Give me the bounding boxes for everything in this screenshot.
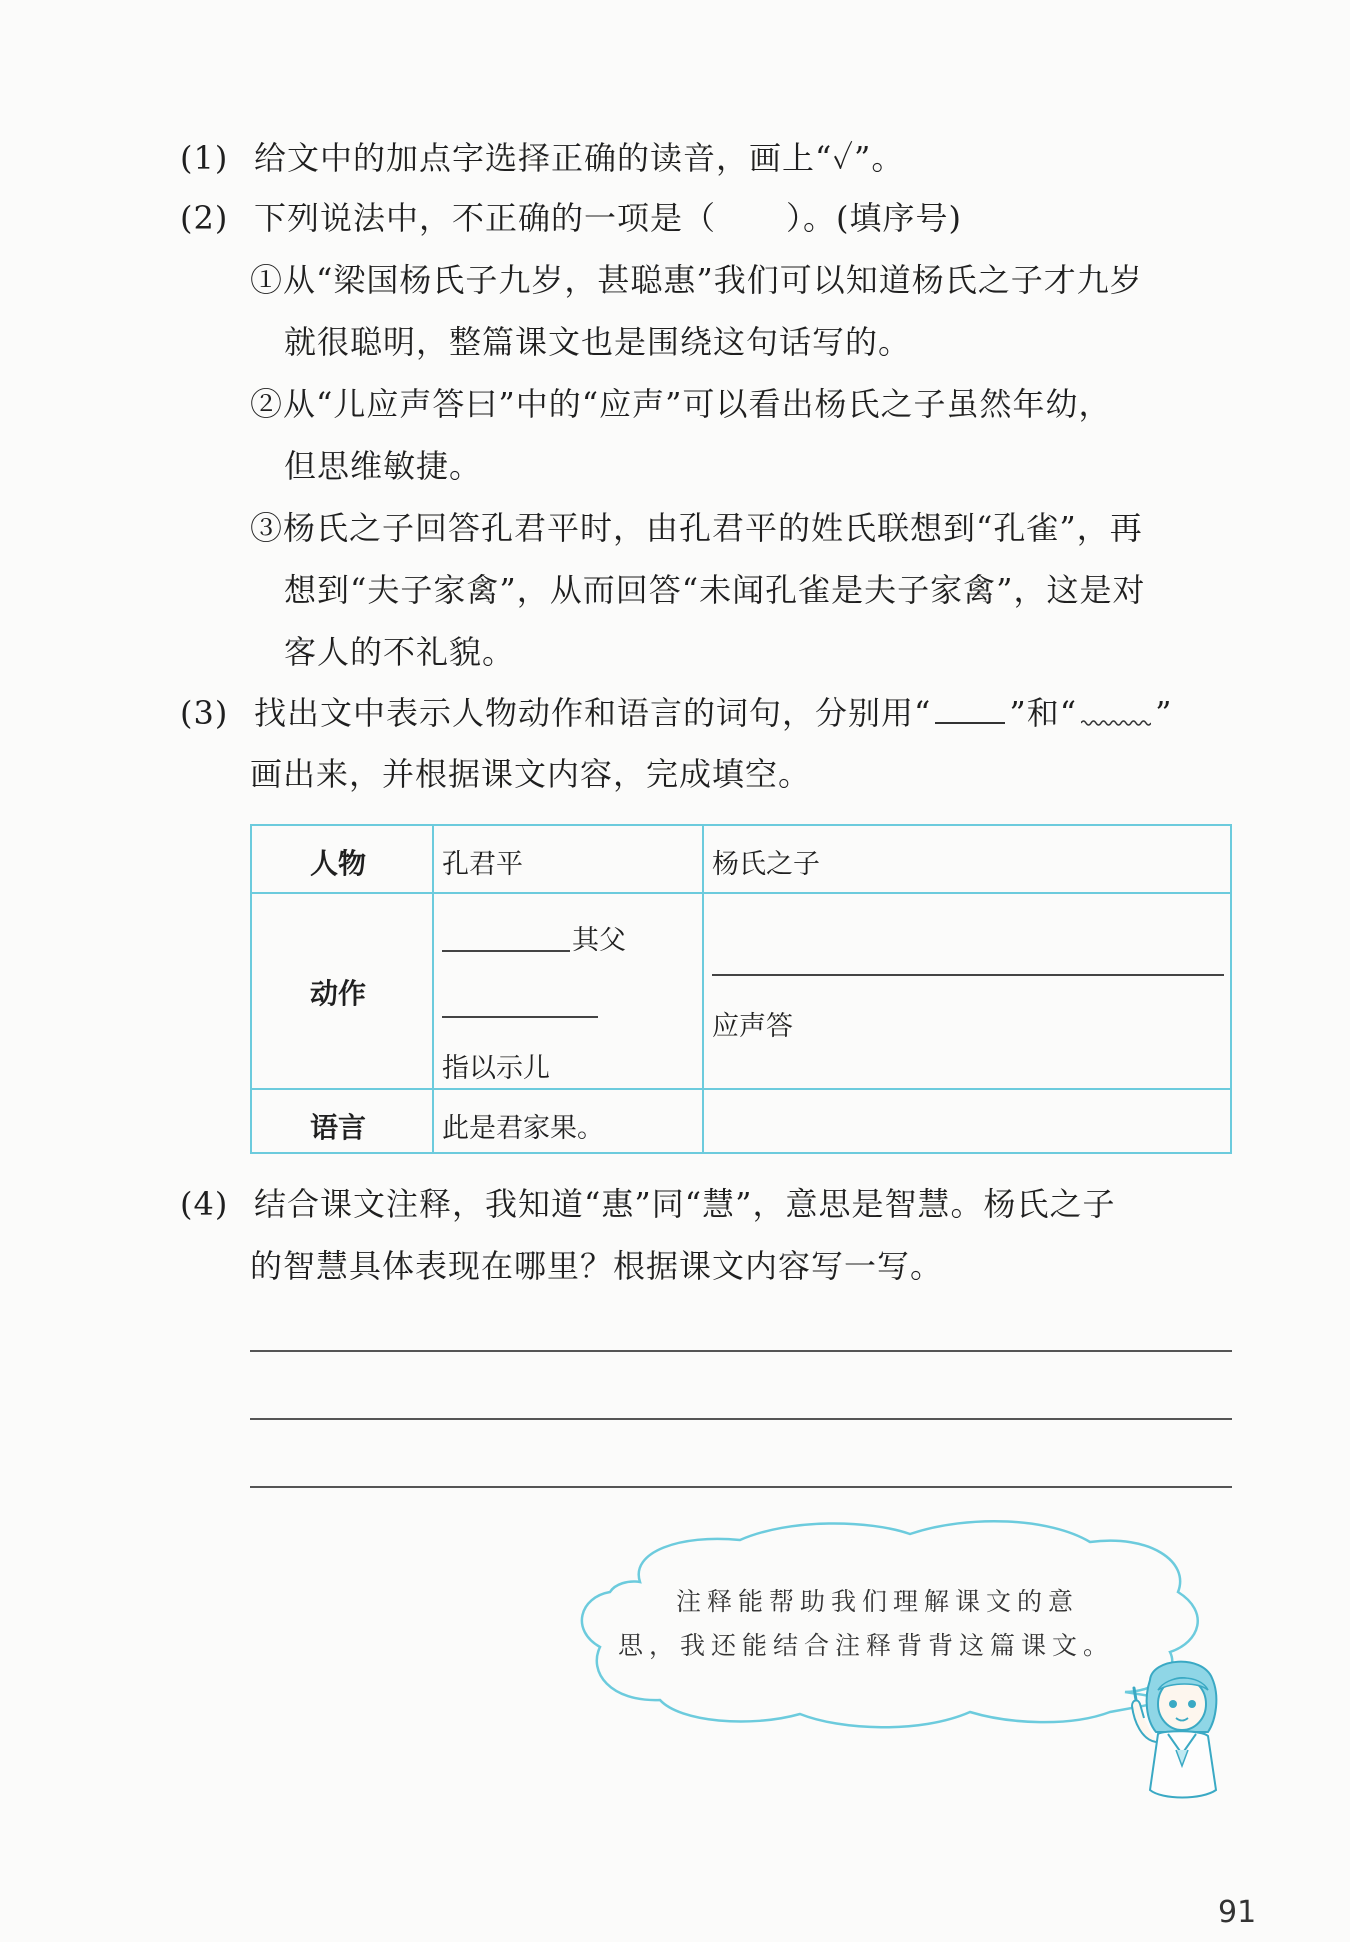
kong-language: 此是君家果。 [442,1113,604,1144]
question-3-line-2: 画出来，并根据课文内容，完成填空。 [250,755,812,793]
answer-line-1[interactable] [250,1350,1232,1352]
question-3-text-b: ”和“ [1009,694,1078,732]
option-1-line-2: 就很聪明，整篇课文也是围绕这句话写的。 [284,323,912,361]
question-4 [180,1184,1115,1224]
question-4-line-1: 结合课文注释，我知道“惠”同“慧”，意思是智慧。杨氏之子 [254,1185,1116,1223]
yang-action: 应声答 [712,1011,793,1042]
kong-action-blank-2[interactable] [442,1016,598,1018]
header-action: 动作 [310,977,367,1010]
bubble-line-2: 思，我还能结合注释背背这篇课文。 [618,1631,1115,1660]
option-3-line-1: ③杨氏之子回答孔君平时，由孔君平的姓氏联想到“孔雀”，再 [250,509,1143,547]
question-1-number: (1) [180,139,229,177]
girl-illustration-icon [1112,1650,1242,1810]
wavy-underline-icon [1081,694,1151,724]
page-number: 91 [1218,1895,1257,1930]
question-3-number: (3) [180,694,229,732]
table-divider [252,892,1230,894]
table-divider [432,826,434,1152]
answer-line-2[interactable] [250,1418,1232,1420]
question-2-text-after: ）。(填序号) [786,199,962,237]
answer-line-3[interactable] [250,1486,1232,1488]
question-3-text-a: 找出文中表示人物动作和语言的词句，分别用“ [254,694,932,732]
header-person: 人物 [310,847,367,880]
question-1 [180,138,904,178]
kong-action-blank-1[interactable] [442,950,570,952]
question-3-text-c: ” [1155,694,1173,732]
kong-name: 孔君平 [442,849,523,880]
option-3-line-2: 想到“夫子家禽”，从而回答“未闻孔雀是夫子家禽”，这是对 [284,571,1146,609]
table-divider [252,1088,1230,1090]
bubble-line-1: 注释能帮助我们理解课文的意 [676,1587,1080,1616]
yang-action-blank[interactable] [712,974,1224,976]
option-2-line-1: ②从“儿应声答曰”中的“应声”可以看出杨氏之子虽然年幼， [250,385,1112,423]
question-3 [180,692,1172,733]
question-1-text: 给文中的加点字选择正确的读音，画上“✓”。 [254,139,905,177]
table-divider [702,826,704,1152]
yang-name: 杨氏之子 [712,849,820,880]
question-2-text-before: 下列说法中，不正确的一项是（ [254,199,717,237]
question-2-number: (2) [180,199,229,237]
straight-underline-icon [935,692,1005,724]
option-2-line-2: 但思维敏捷。 [284,447,483,485]
kong-action-suffix: 其父 [572,925,626,956]
yang-language-blank[interactable] [712,1098,1212,1146]
question-2 [180,198,962,238]
option-3-line-3: 客人的不礼貌。 [284,633,516,671]
question-4-number: (4) [180,1185,229,1223]
header-language: 语言 [310,1111,367,1144]
question-4-line-2: 的智慧具体表现在哪里？根据课文内容写一写。 [250,1247,944,1285]
fill-in-table [250,824,1232,1154]
kong-action-line-3: 指以示儿 [442,1053,550,1084]
option-1-line-1: ①从“梁国杨氏子九岁，甚聪惠”我们可以知道杨氏之子才九岁 [250,261,1143,299]
